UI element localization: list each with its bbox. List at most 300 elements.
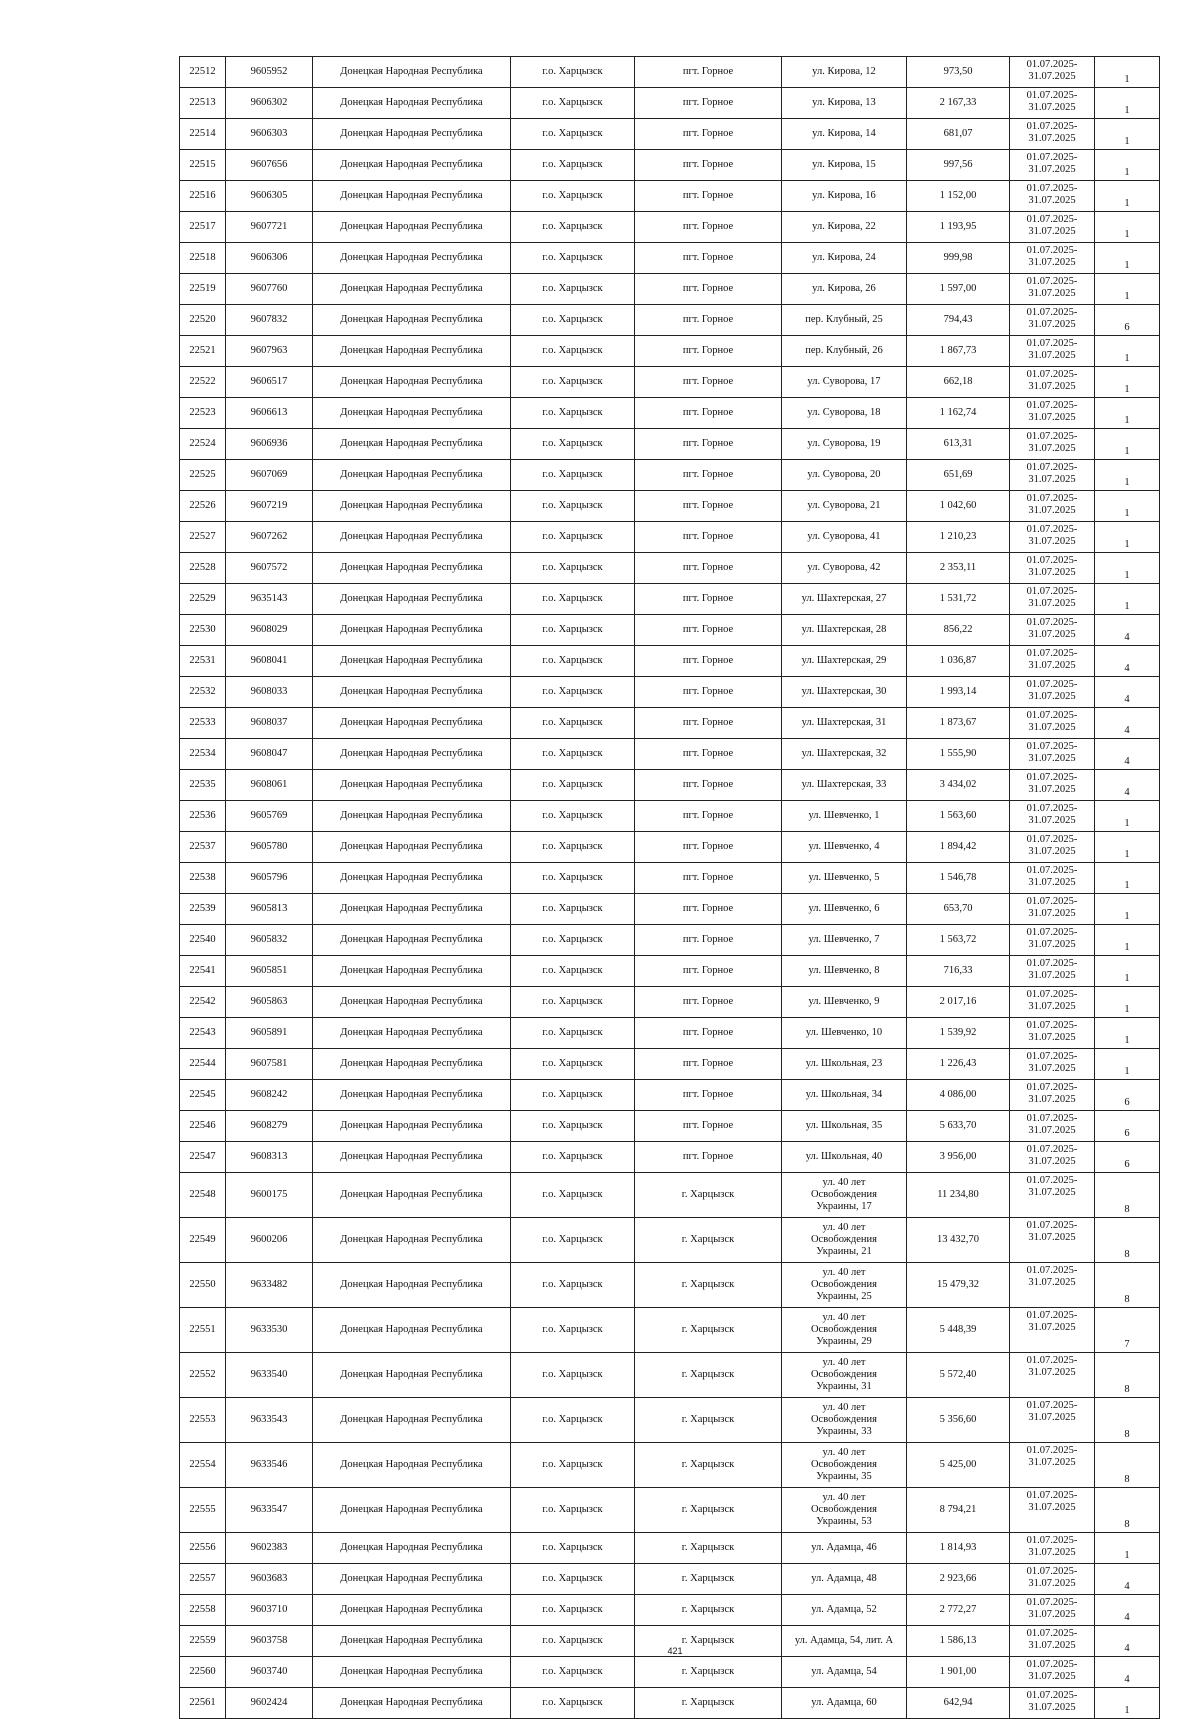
object-code-cell: 9605813 — [226, 894, 313, 925]
row-number-cell: 22556 — [180, 1533, 226, 1564]
region-cell: Донецкая Народная Республика — [313, 1080, 511, 1111]
settlement-cell: пгт. Горное — [635, 212, 782, 243]
table-body — [180, 57, 1160, 1719]
district-cell: г.о. Харцызск — [511, 367, 635, 398]
quantity-cell: 1 — [1095, 398, 1160, 429]
district-cell: г.о. Харцызск — [511, 1111, 635, 1142]
table-row — [180, 1218, 1160, 1263]
area-cell: 3 434,02 — [907, 770, 1010, 801]
table-row — [180, 1263, 1160, 1308]
object-code-cell: 9607262 — [226, 522, 313, 553]
quantity-cell: 8 — [1095, 1443, 1160, 1488]
address-cell: ул. Адамца, 54, лит. А — [782, 1626, 907, 1657]
address-cell: пер. Клубный, 26 — [782, 336, 907, 367]
settlement-cell: пгт. Горное — [635, 57, 782, 88]
table-row — [180, 615, 1160, 646]
area-cell: 1 555,90 — [907, 739, 1010, 770]
period-cell: 01.07.2025- 31.07.2025 — [1010, 1080, 1095, 1111]
row-number-cell: 22533 — [180, 708, 226, 739]
row-number-cell: 22517 — [180, 212, 226, 243]
area-cell: 716,33 — [907, 956, 1010, 987]
address-cell: ул. Школьная, 35 — [782, 1111, 907, 1142]
object-code-cell: 9608047 — [226, 739, 313, 770]
table-row — [180, 1173, 1160, 1218]
period-cell: 01.07.2025- 31.07.2025 — [1010, 1443, 1095, 1488]
row-number-cell: 22534 — [180, 739, 226, 770]
region-cell: Донецкая Народная Республика — [313, 57, 511, 88]
row-number-cell: 22560 — [180, 1657, 226, 1688]
table-row — [180, 491, 1160, 522]
settlement-cell: пгт. Горное — [635, 336, 782, 367]
row-number-cell: 22526 — [180, 491, 226, 522]
district-cell: г.о. Харцызск — [511, 925, 635, 956]
address-cell: ул. Кирова, 22 — [782, 212, 907, 243]
period-cell: 01.07.2025- 31.07.2025 — [1010, 212, 1095, 243]
period-cell: 01.07.2025- 31.07.2025 — [1010, 1142, 1095, 1173]
area-cell: 642,94 — [907, 1688, 1010, 1719]
period-cell: 01.07.2025- 31.07.2025 — [1010, 491, 1095, 522]
row-number-cell: 22524 — [180, 429, 226, 460]
table-row — [180, 88, 1160, 119]
object-code-cell: 9607963 — [226, 336, 313, 367]
settlement-cell: пгт. Горное — [635, 708, 782, 739]
quantity-cell: 7 — [1095, 1308, 1160, 1353]
row-number-cell: 22551 — [180, 1308, 226, 1353]
settlement-cell: пгт. Горное — [635, 553, 782, 584]
region-cell: Донецкая Народная Республика — [313, 274, 511, 305]
row-number-cell: 22518 — [180, 243, 226, 274]
settlement-cell: пгт. Горное — [635, 243, 782, 274]
district-cell: г.о. Харцызск — [511, 243, 635, 274]
district-cell: г.о. Харцызск — [511, 615, 635, 646]
period-cell: 01.07.2025- 31.07.2025 — [1010, 1049, 1095, 1080]
row-number-cell: 22541 — [180, 956, 226, 987]
address-cell: ул. Шахтерская, 28 — [782, 615, 907, 646]
region-cell: Донецкая Народная Республика — [313, 243, 511, 274]
settlement-cell: пгт. Горное — [635, 367, 782, 398]
period-cell: 01.07.2025- 31.07.2025 — [1010, 88, 1095, 119]
region-cell: Донецкая Народная Республика — [313, 553, 511, 584]
district-cell: г.о. Харцызск — [511, 1080, 635, 1111]
address-cell: ул. Шевченко, 5 — [782, 863, 907, 894]
quantity-cell: 6 — [1095, 1142, 1160, 1173]
settlement-cell: пгт. Горное — [635, 1080, 782, 1111]
object-code-cell: 9605851 — [226, 956, 313, 987]
address-cell: ул. Суворова, 21 — [782, 491, 907, 522]
table-row — [180, 1564, 1160, 1595]
settlement-cell: г. Харцызск — [635, 1533, 782, 1564]
address-cell: ул. Суворова, 18 — [782, 398, 907, 429]
quantity-cell: 4 — [1095, 615, 1160, 646]
table-row — [180, 243, 1160, 274]
period-cell: 01.07.2025- 31.07.2025 — [1010, 1688, 1095, 1719]
table-row — [180, 181, 1160, 212]
region-cell: Донецкая Народная Республика — [313, 677, 511, 708]
object-code-cell: 9607760 — [226, 274, 313, 305]
region-cell: Донецкая Народная Республика — [313, 1353, 511, 1398]
table-row — [180, 57, 1160, 88]
table-row — [180, 894, 1160, 925]
address-cell: ул. Шевченко, 9 — [782, 987, 907, 1018]
district-cell: г.о. Харцызск — [511, 1142, 635, 1173]
quantity-cell: 1 — [1095, 1049, 1160, 1080]
address-cell: ул. Шевченко, 7 — [782, 925, 907, 956]
period-cell: 01.07.2025- 31.07.2025 — [1010, 1488, 1095, 1533]
address-cell: ул. Адамца, 48 — [782, 1564, 907, 1595]
region-cell: Донецкая Народная Республика — [313, 1488, 511, 1533]
district-cell: г.о. Харцызск — [511, 460, 635, 491]
district-cell: г.о. Харцызск — [511, 708, 635, 739]
period-cell: 01.07.2025- 31.07.2025 — [1010, 615, 1095, 646]
address-cell: ул. 40 лет Освобождения Украины, 29 — [782, 1308, 907, 1353]
settlement-cell: г. Харцызск — [635, 1595, 782, 1626]
period-cell: 01.07.2025- 31.07.2025 — [1010, 305, 1095, 336]
table-row — [180, 863, 1160, 894]
table-row — [180, 1142, 1160, 1173]
region-cell: Донецкая Народная Республика — [313, 1018, 511, 1049]
district-cell: г.о. Харцызск — [511, 553, 635, 584]
period-cell: 01.07.2025- 31.07.2025 — [1010, 1018, 1095, 1049]
address-cell: ул. Кирова, 15 — [782, 150, 907, 181]
quantity-cell: 8 — [1095, 1398, 1160, 1443]
table-row — [180, 460, 1160, 491]
settlement-cell: г. Харцызск — [635, 1688, 782, 1719]
object-code-cell: 9607572 — [226, 553, 313, 584]
area-cell: 651,69 — [907, 460, 1010, 491]
address-cell: ул. Кирова, 14 — [782, 119, 907, 150]
period-cell: 01.07.2025- 31.07.2025 — [1010, 1657, 1095, 1688]
settlement-cell: пгт. Горное — [635, 1142, 782, 1173]
settlement-cell: пгт. Горное — [635, 770, 782, 801]
district-cell: г.о. Харцызск — [511, 305, 635, 336]
settlement-cell: пгт. Горное — [635, 894, 782, 925]
quantity-cell: 6 — [1095, 1080, 1160, 1111]
settlement-cell: пгт. Горное — [635, 987, 782, 1018]
settlement-cell: пгт. Горное — [635, 801, 782, 832]
address-cell: ул. Кирова, 13 — [782, 88, 907, 119]
settlement-cell: пгт. Горное — [635, 615, 782, 646]
address-cell: ул. Шевченко, 1 — [782, 801, 907, 832]
period-cell: 01.07.2025- 31.07.2025 — [1010, 1308, 1095, 1353]
settlement-cell: г. Харцызск — [635, 1564, 782, 1595]
object-code-cell: 9606613 — [226, 398, 313, 429]
period-cell: 01.07.2025- 31.07.2025 — [1010, 57, 1095, 88]
settlement-cell: пгт. Горное — [635, 88, 782, 119]
row-number-cell: 22554 — [180, 1443, 226, 1488]
table-row — [180, 274, 1160, 305]
settlement-cell: пгт. Горное — [635, 181, 782, 212]
row-number-cell: 22537 — [180, 832, 226, 863]
table-row — [180, 553, 1160, 584]
region-cell: Донецкая Народная Республика — [313, 1142, 511, 1173]
object-code-cell: 9603758 — [226, 1626, 313, 1657]
district-cell: г.о. Харцызск — [511, 212, 635, 243]
address-cell: ул. Адамца, 46 — [782, 1533, 907, 1564]
row-number-cell: 22512 — [180, 57, 226, 88]
settlement-cell: пгт. Горное — [635, 460, 782, 491]
district-cell: г.о. Харцызск — [511, 1353, 635, 1398]
region-cell: Донецкая Народная Республика — [313, 615, 511, 646]
settlement-cell: пгт. Горное — [635, 274, 782, 305]
period-cell: 01.07.2025- 31.07.2025 — [1010, 243, 1095, 274]
row-number-cell: 22520 — [180, 305, 226, 336]
address-cell: ул. Суворова, 41 — [782, 522, 907, 553]
area-cell: 5 448,39 — [907, 1308, 1010, 1353]
region-cell: Донецкая Народная Республика — [313, 1263, 511, 1308]
object-code-cell: 9608279 — [226, 1111, 313, 1142]
settlement-cell: пгт. Горное — [635, 646, 782, 677]
district-cell: г.о. Харцызск — [511, 677, 635, 708]
period-cell: 01.07.2025- 31.07.2025 — [1010, 708, 1095, 739]
address-cell: ул. Адамца, 52 — [782, 1595, 907, 1626]
row-number-cell: 22553 — [180, 1398, 226, 1443]
settlement-cell: пгт. Горное — [635, 119, 782, 150]
row-number-cell: 22527 — [180, 522, 226, 553]
district-cell: г.о. Харцызск — [511, 1443, 635, 1488]
address-cell: ул. 40 лет Освобождения Украины, 17 — [782, 1173, 907, 1218]
quantity-cell: 1 — [1095, 367, 1160, 398]
quantity-cell: 1 — [1095, 832, 1160, 863]
district-cell: г.о. Харцызск — [511, 1626, 635, 1657]
region-cell: Донецкая Народная Республика — [313, 1595, 511, 1626]
district-cell: г.о. Харцызск — [511, 1657, 635, 1688]
table-row — [180, 367, 1160, 398]
region-cell: Донецкая Народная Республика — [313, 1111, 511, 1142]
settlement-cell: г. Харцызск — [635, 1398, 782, 1443]
area-cell: 2 353,11 — [907, 553, 1010, 584]
district-cell: г.о. Харцызск — [511, 739, 635, 770]
district-cell: г.о. Харцызск — [511, 1533, 635, 1564]
region-cell: Донецкая Народная Республика — [313, 150, 511, 181]
settlement-cell: пгт. Горное — [635, 1111, 782, 1142]
district-cell: г.о. Харцызск — [511, 1688, 635, 1719]
settlement-cell: пгт. Горное — [635, 584, 782, 615]
table-row — [180, 150, 1160, 181]
quantity-cell: 8 — [1095, 1353, 1160, 1398]
period-cell: 01.07.2025- 31.07.2025 — [1010, 801, 1095, 832]
table-row — [180, 1080, 1160, 1111]
region-cell: Донецкая Народная Республика — [313, 522, 511, 553]
address-cell: ул. Кирова, 12 — [782, 57, 907, 88]
settlement-cell: пгт. Горное — [635, 398, 782, 429]
object-code-cell: 9608061 — [226, 770, 313, 801]
object-code-cell: 9633547 — [226, 1488, 313, 1533]
area-cell: 5 633,70 — [907, 1111, 1010, 1142]
object-code-cell: 9607069 — [226, 460, 313, 491]
address-cell: ул. Шахтерская, 29 — [782, 646, 907, 677]
region-cell: Донецкая Народная Республика — [313, 1533, 511, 1564]
quantity-cell: 1 — [1095, 243, 1160, 274]
quantity-cell: 4 — [1095, 770, 1160, 801]
period-cell: 01.07.2025- 31.07.2025 — [1010, 1398, 1095, 1443]
object-code-cell: 9602424 — [226, 1688, 313, 1719]
address-cell: ул. Шахтерская, 32 — [782, 739, 907, 770]
object-code-cell: 9605891 — [226, 1018, 313, 1049]
object-code-cell: 9608242 — [226, 1080, 313, 1111]
settlement-cell: г. Харцызск — [635, 1218, 782, 1263]
address-cell: ул. Кирова, 26 — [782, 274, 907, 305]
period-cell: 01.07.2025- 31.07.2025 — [1010, 336, 1095, 367]
address-cell: ул. Суворова, 20 — [782, 460, 907, 491]
period-cell: 01.07.2025- 31.07.2025 — [1010, 119, 1095, 150]
object-code-cell: 9633482 — [226, 1263, 313, 1308]
region-cell: Донецкая Народная Республика — [313, 491, 511, 522]
region-cell: Донецкая Народная Республика — [313, 1049, 511, 1080]
district-cell: г.о. Харцызск — [511, 1488, 635, 1533]
table-row — [180, 1308, 1160, 1353]
row-number-cell: 22530 — [180, 615, 226, 646]
row-number-cell: 22519 — [180, 274, 226, 305]
address-cell: ул. Адамца, 54 — [782, 1657, 907, 1688]
quantity-cell: 1 — [1095, 894, 1160, 925]
area-cell: 3 956,00 — [907, 1142, 1010, 1173]
area-cell: 662,18 — [907, 367, 1010, 398]
region-cell: Донецкая Народная Республика — [313, 88, 511, 119]
period-cell: 01.07.2025- 31.07.2025 — [1010, 739, 1095, 770]
row-number-cell: 22549 — [180, 1218, 226, 1263]
period-cell: 01.07.2025- 31.07.2025 — [1010, 398, 1095, 429]
region-cell: Донецкая Народная Республика — [313, 925, 511, 956]
object-code-cell: 9602383 — [226, 1533, 313, 1564]
period-cell: 01.07.2025- 31.07.2025 — [1010, 367, 1095, 398]
region-cell: Донецкая Народная Республика — [313, 801, 511, 832]
quantity-cell: 4 — [1095, 708, 1160, 739]
area-cell: 5 425,00 — [907, 1443, 1010, 1488]
district-cell: г.о. Харцызск — [511, 1049, 635, 1080]
row-number-cell: 22555 — [180, 1488, 226, 1533]
address-cell: ул. Шахтерская, 30 — [782, 677, 907, 708]
row-number-cell: 22552 — [180, 1353, 226, 1398]
area-cell: 2 017,16 — [907, 987, 1010, 1018]
quantity-cell: 4 — [1095, 1564, 1160, 1595]
quantity-cell: 4 — [1095, 677, 1160, 708]
object-code-cell: 9603683 — [226, 1564, 313, 1595]
quantity-cell: 1 — [1095, 522, 1160, 553]
address-cell: ул. 40 лет Освобождения Украины, 25 — [782, 1263, 907, 1308]
region-cell: Донецкая Народная Республика — [313, 1398, 511, 1443]
district-cell: г.о. Харцызск — [511, 429, 635, 460]
settlement-cell: г. Харцызск — [635, 1308, 782, 1353]
registry-table — [179, 56, 1160, 1719]
quantity-cell: 1 — [1095, 1533, 1160, 1564]
row-number-cell: 22557 — [180, 1564, 226, 1595]
area-cell: 1 873,67 — [907, 708, 1010, 739]
table-row — [180, 956, 1160, 987]
area-cell: 794,43 — [907, 305, 1010, 336]
region-cell: Донецкая Народная Республика — [313, 336, 511, 367]
area-cell: 973,50 — [907, 57, 1010, 88]
quantity-cell: 4 — [1095, 739, 1160, 770]
object-code-cell: 9605769 — [226, 801, 313, 832]
period-cell: 01.07.2025- 31.07.2025 — [1010, 584, 1095, 615]
address-cell: ул. Шахтерская, 27 — [782, 584, 907, 615]
area-cell: 1 563,72 — [907, 925, 1010, 956]
row-number-cell: 22559 — [180, 1626, 226, 1657]
quantity-cell: 1 — [1095, 88, 1160, 119]
row-number-cell: 22528 — [180, 553, 226, 584]
object-code-cell: 9600175 — [226, 1173, 313, 1218]
district-cell: г.о. Харцызск — [511, 336, 635, 367]
quantity-cell: 6 — [1095, 305, 1160, 336]
settlement-cell: г. Харцызск — [635, 1173, 782, 1218]
region-cell: Донецкая Народная Республика — [313, 460, 511, 491]
district-cell: г.о. Харцызск — [511, 522, 635, 553]
area-cell: 1 539,92 — [907, 1018, 1010, 1049]
quantity-cell: 1 — [1095, 925, 1160, 956]
district-cell: г.о. Харцызск — [511, 398, 635, 429]
period-cell: 01.07.2025- 31.07.2025 — [1010, 1626, 1095, 1657]
quantity-cell: 8 — [1095, 1218, 1160, 1263]
region-cell: Донецкая Народная Республика — [313, 770, 511, 801]
period-cell: 01.07.2025- 31.07.2025 — [1010, 894, 1095, 925]
quantity-cell: 1 — [1095, 987, 1160, 1018]
row-number-cell: 22540 — [180, 925, 226, 956]
settlement-cell: г. Харцызск — [635, 1263, 782, 1308]
address-cell: ул. Школьная, 34 — [782, 1080, 907, 1111]
table-row — [180, 832, 1160, 863]
address-cell: ул. Шахтерская, 31 — [782, 708, 907, 739]
region-cell: Донецкая Народная Республика — [313, 863, 511, 894]
quantity-cell: 1 — [1095, 429, 1160, 460]
table-row — [180, 1353, 1160, 1398]
area-cell: 1 563,60 — [907, 801, 1010, 832]
object-code-cell: 9606303 — [226, 119, 313, 150]
row-number-cell: 22529 — [180, 584, 226, 615]
object-code-cell: 9603740 — [226, 1657, 313, 1688]
object-code-cell: 9608029 — [226, 615, 313, 646]
table-row — [180, 1049, 1160, 1080]
table-row — [180, 212, 1160, 243]
row-number-cell: 22536 — [180, 801, 226, 832]
period-cell: 01.07.2025- 31.07.2025 — [1010, 181, 1095, 212]
page-number: 421 — [667, 1646, 683, 1656]
area-cell: 681,07 — [907, 119, 1010, 150]
settlement-cell: пгт. Горное — [635, 150, 782, 181]
row-number-cell: 22539 — [180, 894, 226, 925]
table-row — [180, 1488, 1160, 1533]
area-cell: 856,22 — [907, 615, 1010, 646]
district-cell: г.о. Харцызск — [511, 801, 635, 832]
object-code-cell: 9633543 — [226, 1398, 313, 1443]
row-number-cell: 22561 — [180, 1688, 226, 1719]
quantity-cell: 1 — [1095, 460, 1160, 491]
table-row — [180, 398, 1160, 429]
address-cell: ул. Школьная, 40 — [782, 1142, 907, 1173]
period-cell: 01.07.2025- 31.07.2025 — [1010, 150, 1095, 181]
district-cell: г.о. Харцызск — [511, 57, 635, 88]
object-code-cell: 9607721 — [226, 212, 313, 243]
region-cell: Донецкая Народная Республика — [313, 181, 511, 212]
region-cell: Донецкая Народная Республика — [313, 894, 511, 925]
settlement-cell: г. Харцызск — [635, 1443, 782, 1488]
region-cell: Донецкая Народная Республика — [313, 212, 511, 243]
period-cell: 01.07.2025- 31.07.2025 — [1010, 429, 1095, 460]
row-number-cell: 22547 — [180, 1142, 226, 1173]
quantity-cell: 1 — [1095, 57, 1160, 88]
object-code-cell: 9605780 — [226, 832, 313, 863]
area-cell: 5 356,60 — [907, 1398, 1010, 1443]
object-code-cell: 9608033 — [226, 677, 313, 708]
address-cell: ул. Суворова, 42 — [782, 553, 907, 584]
quantity-cell: 1 — [1095, 863, 1160, 894]
region-cell: Донецкая Народная Республика — [313, 1564, 511, 1595]
quantity-cell: 8 — [1095, 1488, 1160, 1533]
table-row — [180, 429, 1160, 460]
district-cell: г.о. Харцызск — [511, 1398, 635, 1443]
table-row — [180, 1688, 1160, 1719]
quantity-cell: 1 — [1095, 1018, 1160, 1049]
object-code-cell: 9605796 — [226, 863, 313, 894]
